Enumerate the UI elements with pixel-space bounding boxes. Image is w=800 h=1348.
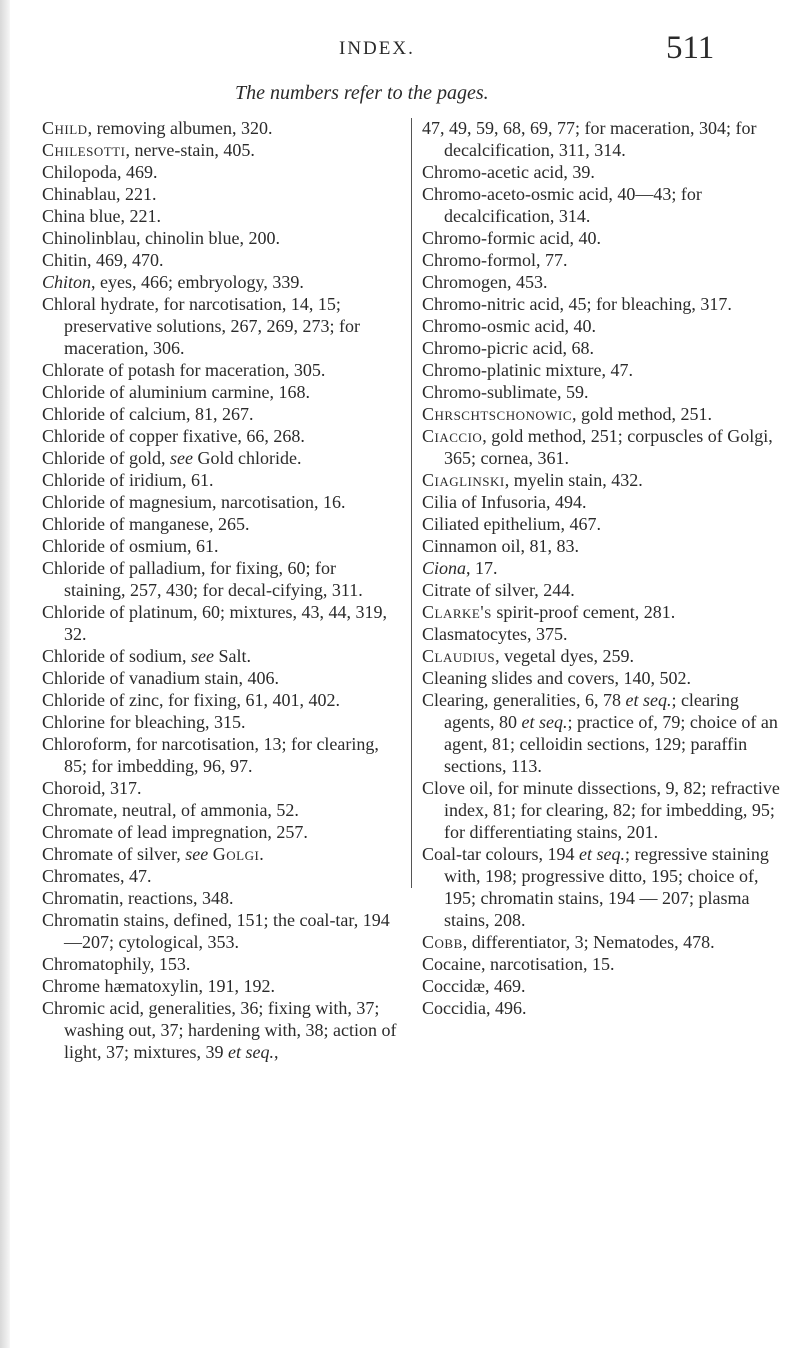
- index-entry: [422, 557, 780, 579]
- index-entry-text: ; regressive staining with, 198; progressive ditto, 195; choice of, 195; chromatin stains, 194 — 207; plasma stains, 208.: [444, 844, 769, 930]
- index-entry-text: Chrome hæmatoxylin, 191, 192.: [42, 976, 275, 996]
- index-entry-text: Chloride of magnesium, narcotisation, 16.: [42, 492, 346, 512]
- index-entry-text: Chilesotti: [42, 140, 126, 160]
- index-entry-text: Cinnamon oil, 81, 83.: [422, 536, 579, 556]
- index-entry-text: Chromo-nitric acid, 45; for bleaching, 317.: [422, 294, 732, 314]
- index-entry-text: Cleaning slides and covers, 140, 502.: [422, 668, 691, 688]
- index-entry-text: Chiton: [42, 272, 92, 292]
- index-entry: [42, 469, 400, 491]
- index-entry: [42, 843, 400, 865]
- index-entry-text: Chinablau, 221.: [42, 184, 157, 204]
- index-entry: [42, 535, 400, 557]
- index-entry-text: , removing albumen, 320.: [87, 118, 273, 138]
- index-entry-text: Golgi: [212, 844, 260, 864]
- index-entry-text: Cocaine, narcotisation, 15.: [422, 954, 615, 974]
- index-entry-text: 47, 49, 59, 68, 69, 77; for maceration, 304; for decalcification, 311, 314.: [422, 118, 757, 160]
- index-entry-text: Chlorate of potash for maceration, 305.: [42, 360, 326, 380]
- index-entry-text: Chromic acid, generalities, 36; fixing with, 37; washing out, 37; hardening with, 38; action of light, 37; mixtures, 39: [42, 998, 397, 1062]
- index-entry-text: Chromo-acetic acid, 39.: [422, 162, 595, 182]
- index-entry: [422, 469, 780, 491]
- index-entry: [42, 403, 400, 425]
- index-entry: [42, 381, 400, 403]
- index-entry: [422, 161, 780, 183]
- index-entry: [42, 425, 400, 447]
- index-entry: [422, 931, 780, 953]
- index-entry-text: Salt.: [213, 646, 251, 666]
- index-entry: [42, 865, 400, 887]
- index-entry: [42, 645, 400, 667]
- index-entry-text: ; practice of, 79; choice of an agent, 81; celloidin sections, 129; paraffin sections, 113.: [444, 712, 778, 776]
- index-entry: [42, 953, 400, 975]
- index-entry: [42, 139, 400, 161]
- index-entry-text: Citrate of silver, 244.: [422, 580, 575, 600]
- index-entry: [42, 161, 400, 183]
- index-entry: [422, 997, 780, 1019]
- index-entry-text: Chromo-picric acid, 68.: [422, 338, 594, 358]
- page-binding-edge: [0, 0, 10, 1348]
- index-entry: [422, 359, 780, 381]
- index-entry-text: Child: [42, 118, 88, 138]
- index-entry-text: Clarke's: [422, 602, 492, 622]
- index-entry-text: Chromatophily, 153.: [42, 954, 191, 974]
- index-entry: [422, 843, 780, 931]
- index-entry-text: Chloride of zinc, for fixing, 61, 401, 402.: [42, 690, 340, 710]
- index-entry: [422, 425, 780, 469]
- index-entry: [42, 733, 400, 777]
- index-entry: [422, 183, 780, 227]
- index-entry: [422, 535, 780, 557]
- index-entry: [42, 271, 400, 293]
- index-entry-text: Chloride of gold,: [42, 448, 170, 468]
- index-entry: [422, 117, 780, 161]
- index-entry-text: Chloride of calcium, 81, 267.: [42, 404, 254, 424]
- index-entry: [422, 953, 780, 975]
- index-entry-text: Cobb: [422, 932, 463, 952]
- index-entry-text: Chromatin stains, defined, 151; the coal-tar, 194—207; cytological, 353.: [42, 910, 390, 952]
- index-entry: [422, 337, 780, 359]
- index-entry-text: , vegetal dyes, 259.: [495, 646, 635, 666]
- index-entry: [42, 513, 400, 535]
- index-entry: [42, 249, 400, 271]
- index-column-right: [422, 117, 780, 1019]
- index-entry: [422, 491, 780, 513]
- index-entry: [42, 205, 400, 227]
- index-entry: [42, 777, 400, 799]
- index-entry-text: Chloride of sodium,: [42, 646, 191, 666]
- index-entry-text: et seq.: [625, 690, 672, 710]
- index-entry: [42, 227, 400, 249]
- index-entry: [422, 689, 780, 777]
- index-entry-text: Coccidæ, 469.: [422, 976, 526, 996]
- index-entry-text: , differentiator, 3; Nematodes, 478.: [462, 932, 715, 952]
- index-entry-text: Chromo-formic acid, 40.: [422, 228, 601, 248]
- running-head-title: INDEX.: [339, 38, 415, 59]
- index-entry-text: Ciliated epithelium, 467.: [422, 514, 601, 534]
- index-entry: [42, 689, 400, 711]
- index-entry-text: Clearing, generalities, 6, 78: [422, 690, 626, 710]
- index-entry: [42, 909, 400, 953]
- index-entry: [42, 183, 400, 205]
- index-entry-text: Chloride of palladium, for fixing, 60; for staining, 257, 430; for decal-cifying, 311.: [42, 558, 363, 600]
- index-entry-text: Ciaglinski: [422, 470, 505, 490]
- index-entry-text: , 17.: [466, 558, 498, 578]
- index-entry: [422, 381, 780, 403]
- index-entry-text: Chromo-formol, 77.: [422, 250, 568, 270]
- index-entry-text: Chromo-platinic mixture, 47.: [422, 360, 633, 380]
- index-entry: [42, 821, 400, 843]
- index-entry-text: ,: [273, 1042, 279, 1062]
- index-entry: [42, 359, 400, 381]
- index-entry: [422, 513, 780, 535]
- index-entry-text: Chloride of vanadium stain, 406.: [42, 668, 279, 688]
- index-entry-text: Chloral hydrate, for narcotisation, 14, 15; preservative solutions, 267, 269, 273; for maceration, 306.: [42, 294, 360, 358]
- index-subtitle: The numbers refer to the pages.: [235, 82, 489, 104]
- index-entry: [42, 887, 400, 909]
- column-divider: [411, 118, 412, 888]
- index-entry-text: Chromo-aceto-osmic acid, 40—43; for decalcification, 314.: [422, 184, 702, 226]
- index-entry-text: Chitin, 469, 470.: [42, 250, 164, 270]
- index-entry-text: Choroid, 317.: [42, 778, 142, 798]
- index-entry-text: .: [259, 844, 264, 864]
- index-entry: [42, 491, 400, 513]
- index-entry-text: , myelin stain, 432.: [504, 470, 643, 490]
- index-entry: [422, 293, 780, 315]
- index-entry-text: Chromate, neutral, of ammonia, 52.: [42, 800, 299, 820]
- index-entry-text: see: [170, 448, 193, 468]
- index-entry-text: Clove oil, for minute dissections, 9, 82; refractive index, 81; for clearing, 82; for imbedding, 95; for differentiating stains, 201.: [422, 778, 780, 842]
- index-entry-text: see: [191, 646, 214, 666]
- index-entry-text: Chromogen, 453.: [422, 272, 548, 292]
- index-entry-text: , eyes, 466; embryology, 339.: [91, 272, 304, 292]
- index-entry: [422, 777, 780, 843]
- index-entry: [42, 557, 400, 601]
- index-column-left: [42, 117, 400, 1063]
- index-entry: [422, 601, 780, 623]
- index-entry-text: Claudius: [422, 646, 496, 666]
- index-entry-text: et seq.: [228, 1042, 274, 1062]
- index-entry-text: China blue, 221.: [42, 206, 161, 226]
- index-entry-text: Chloroform, for narcotisation, 13; for clearing, 85; for imbedding, 96, 97.: [42, 734, 379, 776]
- index-entry-text: Gold chloride.: [192, 448, 302, 468]
- index-entry: [422, 667, 780, 689]
- index-entry-text: Coal-tar colours, 194: [422, 844, 579, 864]
- index-entry-text: Chlorine for bleaching, 315.: [42, 712, 246, 732]
- index-entry: [42, 601, 400, 645]
- index-entry: [422, 403, 780, 425]
- index-entry-text: Chloride of platinum, 60; mixtures, 43, 44, 319, 32.: [42, 602, 387, 644]
- index-entry: [42, 997, 400, 1063]
- index-entry: [42, 799, 400, 821]
- index-entry: [42, 711, 400, 733]
- index-entry: [422, 249, 780, 271]
- index-entry: [42, 975, 400, 997]
- index-entry-text: Ciaccio: [422, 426, 483, 446]
- index-entry-text: Clasmatocytes, 375.: [422, 624, 568, 644]
- index-entry-text: Chromates, 47.: [42, 866, 152, 886]
- page-number: 511: [666, 30, 715, 66]
- index-entry-text: spirit-proof cement, 281.: [491, 602, 676, 622]
- index-entry-text: Chloride of iridium, 61.: [42, 470, 214, 490]
- index-entry-text: Chrschtschonowic: [422, 404, 573, 424]
- index-entry: [422, 623, 780, 645]
- index-entry: [422, 315, 780, 337]
- index-entry: [42, 667, 400, 689]
- index-entry: [422, 271, 780, 293]
- index-entry-text: Chromo-sublimate, 59.: [422, 382, 589, 402]
- index-entry-text: Chloride of manganese, 265.: [42, 514, 250, 534]
- index-entry-text: Cilia of Infusoria, 494.: [422, 492, 587, 512]
- index-entry: [422, 645, 780, 667]
- index-entry-text: Chromo-osmic acid, 40.: [422, 316, 596, 336]
- index-entry-text: Chromate of lead impregnation, 257.: [42, 822, 308, 842]
- index-entry-text: Chromate of silver,: [42, 844, 186, 864]
- index-entry-text: see: [185, 844, 209, 864]
- index-entry-text: et seq.: [578, 844, 625, 864]
- index-entry: [422, 227, 780, 249]
- index-entry-text: Chloride of copper fixative, 66, 268.: [42, 426, 305, 446]
- index-entry-text: Chromatin, reactions, 348.: [42, 888, 234, 908]
- index-entry-text: Chinolinblau, chinolin blue, 200.: [42, 228, 280, 248]
- index-entry-text: Coccidia, 496.: [422, 998, 527, 1018]
- index-entry-text: Chloride of aluminium carmine, 168.: [42, 382, 310, 402]
- index-entry-text: , gold method, 251.: [572, 404, 713, 424]
- index-entry: [422, 579, 780, 601]
- index-entry: [422, 975, 780, 997]
- index-entry: [42, 447, 400, 469]
- index-entry-text: , gold method, 251; corpuscles of Golgi, 365; cornea, 361.: [444, 426, 773, 468]
- index-entry-text: et seq.: [521, 712, 568, 732]
- index-entry-text: Ciona: [422, 558, 467, 578]
- index-entry: [42, 117, 400, 139]
- index-entry: [42, 293, 400, 359]
- index-entry-text: Chilopoda, 469.: [42, 162, 158, 182]
- index-entry-text: , nerve-stain, 405.: [125, 140, 255, 160]
- index-entry-text: Chloride of osmium, 61.: [42, 536, 219, 556]
- index-entry-text: ; clearing agents, 80: [444, 690, 739, 732]
